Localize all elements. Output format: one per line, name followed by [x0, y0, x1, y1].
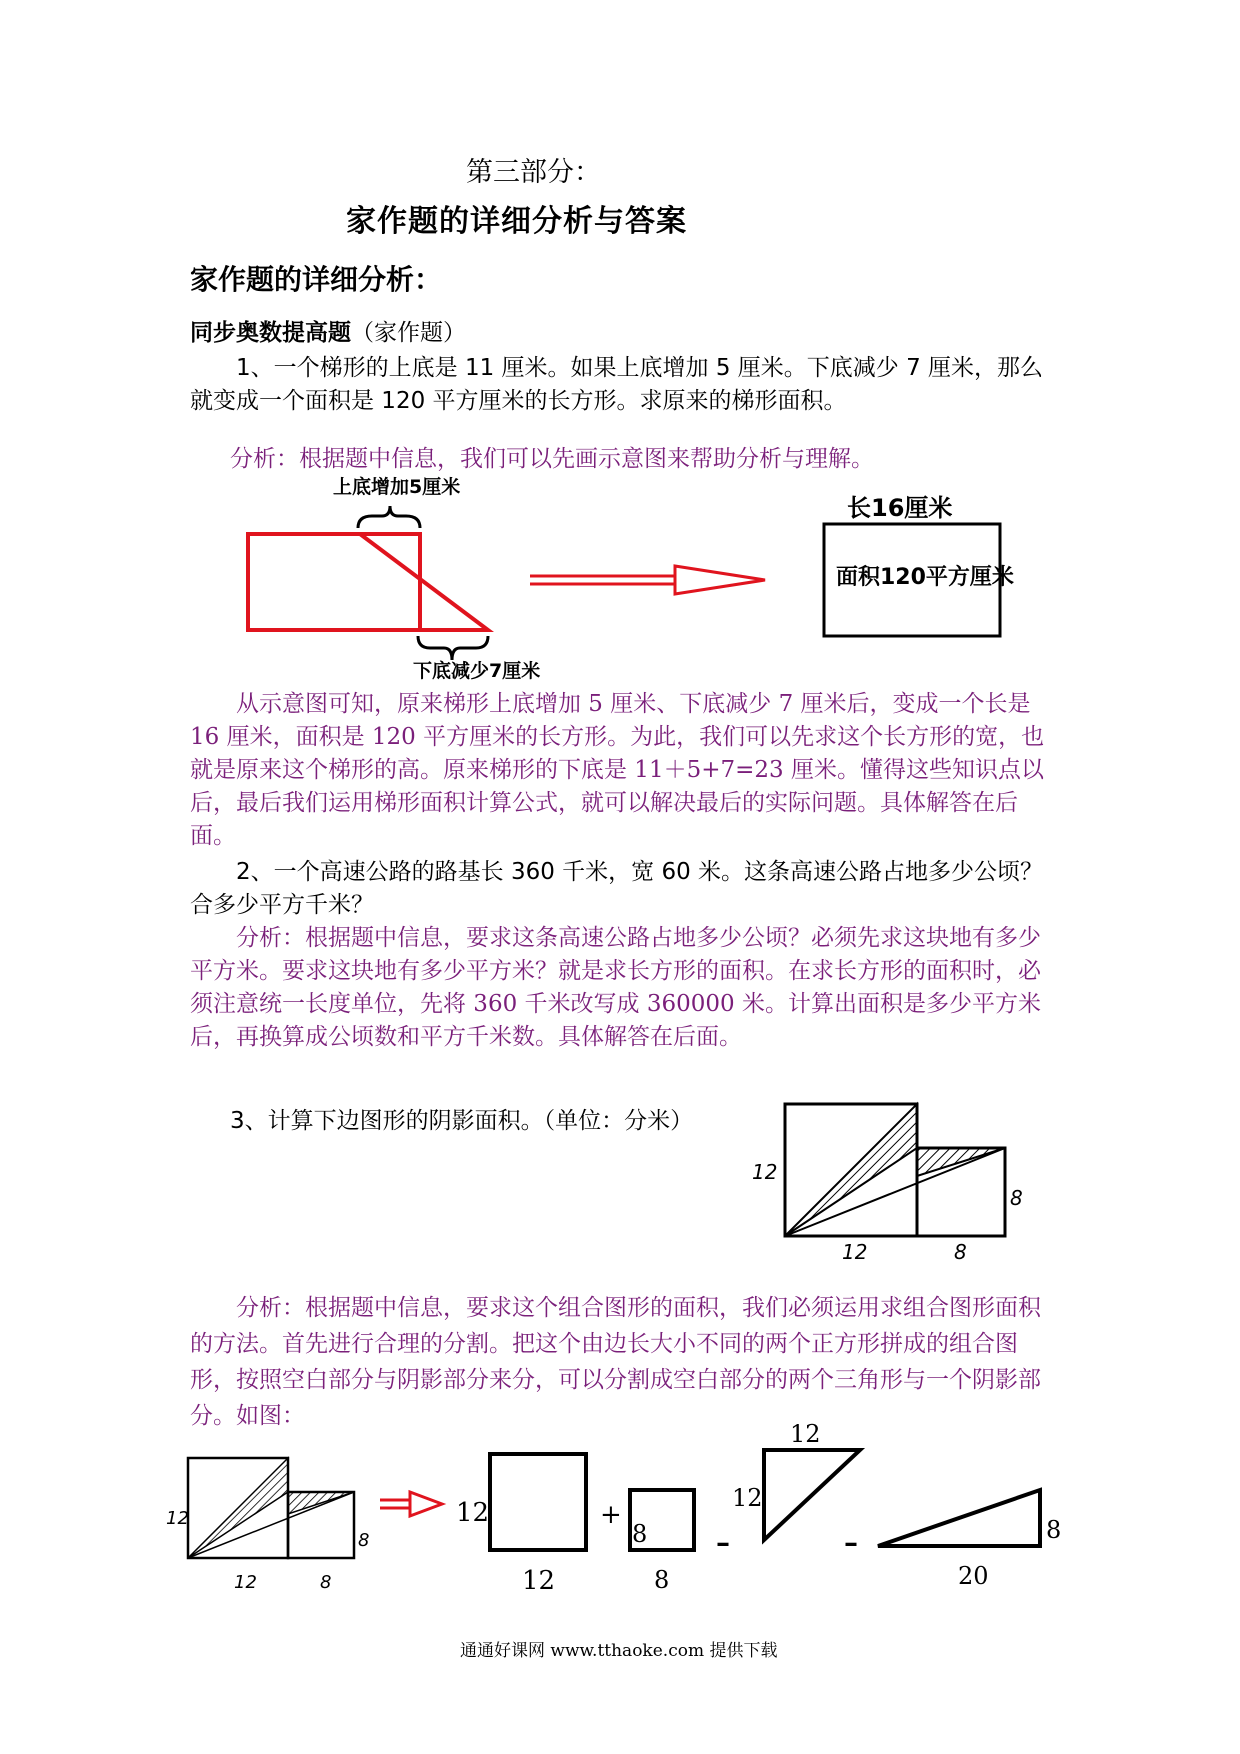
subsection-normal: （家作题）	[351, 320, 466, 346]
arrow-head-icon	[675, 566, 765, 594]
small-square-side-label: 8	[632, 1520, 648, 1548]
triangle2-side-label: 8	[1046, 1516, 1062, 1544]
decomp-triangle-2	[878, 1490, 1040, 1546]
q3-question: 3、计算下边图形的阴影面积。（单位：分米）	[230, 1108, 694, 1134]
plus-sign: +	[600, 1500, 622, 1530]
q1-question: 1、一个梯形的上底是 11 厘米。如果上底增加 5 厘米。下底减少 7 厘米，那么就变成一个面积是 120 平方厘米的长方形。求原来的梯形面积。	[190, 355, 1044, 414]
decomp-comp-label-right: 8	[358, 1530, 370, 1551]
triangle1-side-label: 12	[732, 1484, 763, 1512]
q1-analysis-intro: 分析：根据题中信息，我们可以先画示意图来帮助分析与理解。	[230, 446, 874, 472]
shaded-triangle-left	[785, 1104, 917, 1236]
rectangle-area-label: 面积120平方厘米	[836, 565, 1014, 590]
page-title: 家作题的详细分析与答案	[346, 204, 687, 239]
minus-sign-2: –	[844, 1526, 858, 1559]
footer-credit: 通通好课网 www.tthaoke.com 提供下载	[460, 1641, 778, 1661]
section-title: 家作题的详细分析：	[190, 263, 443, 296]
decomp-comp-label-left: 12	[166, 1508, 189, 1529]
decomp-big-square	[490, 1454, 586, 1550]
q3-label-bottom-right: 8	[954, 1240, 967, 1264]
subsection-title	[190, 314, 466, 347]
q3-figure	[760, 1100, 1040, 1270]
part-heading: 第三部分：	[466, 157, 601, 188]
decomp-comp-label-bottom-right: 8	[320, 1572, 332, 1593]
trapezoid-shape	[248, 534, 488, 630]
top-brace	[358, 506, 420, 528]
q3-label-bottom-left: 12	[842, 1240, 868, 1264]
q2-analysis: 分析：根据题中信息，要求这条高速公路占地多少公顷？必须先求这块地有多少平方米。要求这块地有多少平方米？就是求长方形的面积。在求长方形的面积时，必须注意统一长度单位，先将 360 千米改写成 360000 米。计算出面积是多少平方米后，再换算成公顷数和平方千米数。具体解答在后面。	[190, 925, 1041, 1050]
minus-sign-1: –	[716, 1526, 730, 1559]
small-square-bottom-label: 8	[654, 1566, 670, 1594]
q1-analysis: 从示意图可知，原来梯形上底增加 5 厘米、下底减少 7 厘米后，变成一个长是 16 厘米，面积是 120 平方厘米的长方形。为此，我们可以先求这个长方形的宽，也就是原来这个梯形的高。原来梯形的下底是 11＋5+7=23 厘米。懂得这些知识点以后，最后我们运用梯形面积计算公式，就可以解决最后的实际问题。具体解答在后面。	[190, 691, 1045, 849]
triangle2-bottom-label: 20	[958, 1562, 989, 1590]
big-square-side-label: 12	[456, 1498, 490, 1528]
shaded-triangle-right	[917, 1148, 1005, 1176]
composite-shade-left	[188, 1458, 288, 1558]
bottom-decrease-label: 下底减少7厘米	[413, 660, 541, 682]
q3-label-left: 12	[752, 1160, 778, 1184]
rectangle-length-label: 长16厘米	[847, 494, 953, 522]
subsection-bold: 同步奥数提高题	[190, 319, 351, 346]
decomp-comp-label-bottom-left: 12	[234, 1572, 257, 1593]
q3-label-right: 8	[1010, 1186, 1023, 1210]
big-square-bottom-label: 12	[522, 1566, 556, 1596]
q3-analysis: 分析：根据题中信息，要求这个组合图形的面积，我们必须运用求组合图形面积的方法。首先进行合理的分割。把这个由边长大小不同的两个正方形拼成的组合图形，按照空白部分与阴影部分来分，可以分割成空白部分的两个三角形与一个阴影部分。如图：	[190, 1295, 1041, 1429]
q2-question: 2、一个高速公路的路基长 360 千米，宽 60 米。这条高速公路占地多少公顷？合多少平方千米？	[190, 859, 1044, 918]
triangle1-top-label: 12	[790, 1420, 821, 1448]
rectangle-extension	[360, 534, 420, 630]
red-arrow-head-icon	[410, 1492, 442, 1516]
top-increase-label: 上底增加5厘米	[333, 476, 461, 498]
